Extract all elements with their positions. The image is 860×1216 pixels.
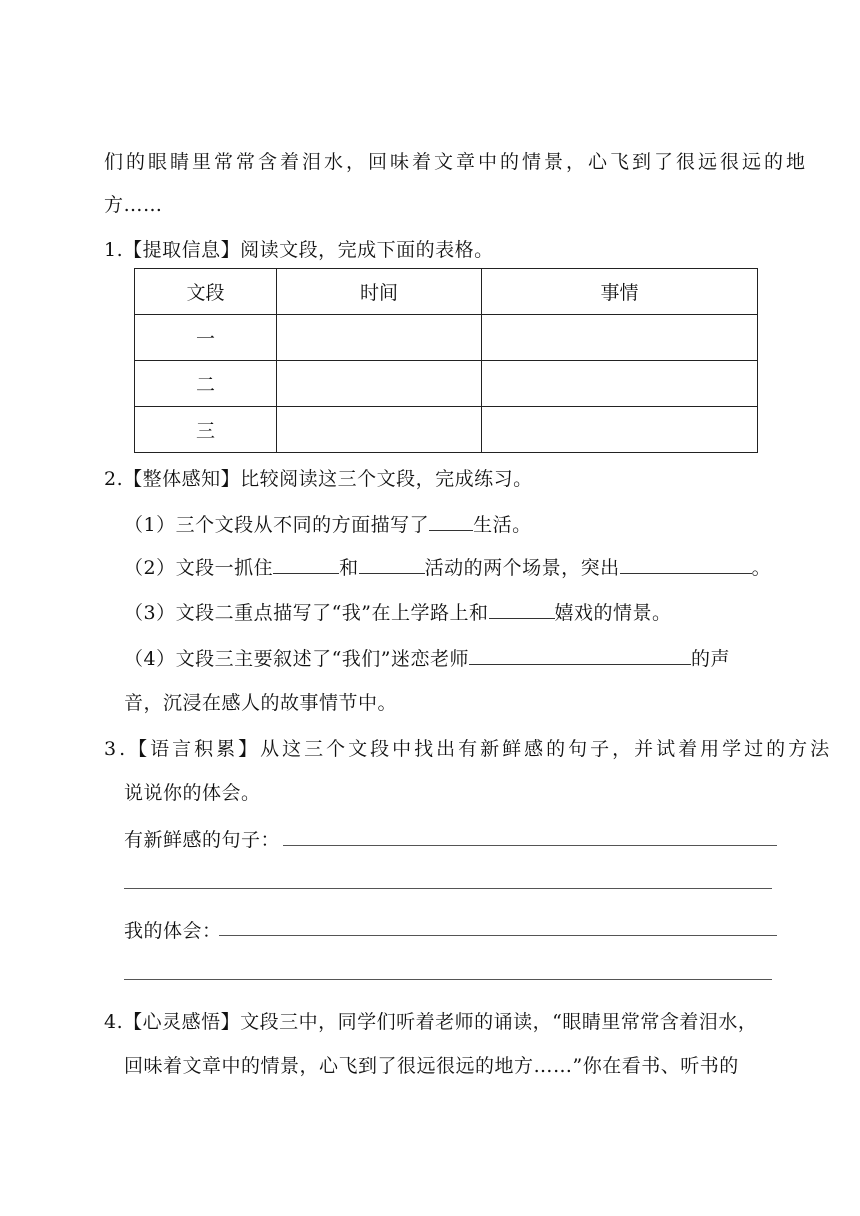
question-2-item-4-cont: 音，沉浸在感人的故事情节中。 bbox=[124, 692, 398, 714]
question-2-item-4 bbox=[124, 644, 730, 671]
table-cell-time-input[interactable] bbox=[277, 361, 482, 407]
table-cell-section: 二 bbox=[135, 361, 277, 407]
table-cell-time-input[interactable] bbox=[277, 315, 482, 361]
item-text: 。 bbox=[751, 557, 772, 579]
question-2-number: 2. bbox=[104, 468, 124, 490]
table-row bbox=[135, 407, 758, 453]
table-cell-event-input[interactable] bbox=[482, 361, 758, 407]
feeling-answer-line[interactable] bbox=[219, 935, 777, 936]
answer-blank[interactable] bbox=[429, 512, 473, 531]
sentence-label: 有新鲜感的句子： bbox=[124, 829, 281, 851]
question-2 bbox=[104, 464, 533, 491]
question-2-item-3 bbox=[124, 598, 672, 625]
question-4-tag: 【心灵感悟】 bbox=[123, 1011, 241, 1033]
question-3-cont: 说说你的体会。 bbox=[124, 782, 261, 804]
table-row bbox=[135, 361, 758, 407]
item-text: 生活。 bbox=[473, 514, 532, 536]
item-text: 活动的两个场景，突出 bbox=[424, 557, 620, 579]
question-4 bbox=[104, 1007, 757, 1034]
table-header-section: 文段 bbox=[135, 269, 277, 315]
question-3-tag: 【语言积累】 bbox=[128, 738, 261, 760]
item-text: 文段三主要叙述了“我们”迷恋老师 bbox=[175, 648, 470, 670]
question-2-item-1 bbox=[124, 510, 532, 537]
table-cell-section: 一 bbox=[135, 315, 277, 361]
item-label: （1） bbox=[124, 514, 176, 536]
table-header-event: 事情 bbox=[482, 269, 758, 315]
item-label: （2） bbox=[124, 557, 176, 579]
item-text: 的声 bbox=[691, 648, 731, 670]
question-3-text: 从这三个文段中找出有新鲜感的句子，并试着用学过的方法 bbox=[260, 738, 833, 760]
question-4-text: 文段三中，同学们听着老师的诵读，“眼睛里常常含着泪水， bbox=[240, 1011, 758, 1033]
question-4-number: 4. bbox=[104, 1011, 124, 1033]
table-cell-event-input[interactable] bbox=[482, 315, 758, 361]
table-cell-time-input[interactable] bbox=[277, 407, 482, 453]
sentence-answer-line[interactable] bbox=[283, 845, 777, 846]
item-text: 文段二重点描写了“我”在上学路上和 bbox=[175, 602, 489, 624]
answer-blank[interactable] bbox=[620, 555, 752, 574]
question-1-text: 阅读文段，完成下面的表格。 bbox=[240, 239, 494, 261]
question-3 bbox=[104, 734, 832, 761]
sentence-answer-line-2[interactable] bbox=[124, 888, 772, 889]
intro-line-2: 方…… bbox=[104, 194, 163, 216]
question-1-number: 1. bbox=[104, 239, 124, 261]
item-text: 嬉戏的情景。 bbox=[554, 602, 672, 624]
table-cell-event-input[interactable] bbox=[482, 407, 758, 453]
intro-line-1: 们的眼睛里常常含着泪水，回味着文章中的情景，心飞到了很远很远的地 bbox=[104, 151, 809, 173]
answer-blank[interactable] bbox=[359, 555, 425, 574]
question-2-text: 比较阅读这三个文段，完成练习。 bbox=[240, 468, 533, 490]
question-4-cont: 回味着文章中的情景，心飞到了很远很远的地方……”你在看书、听书的 bbox=[124, 1055, 739, 1077]
table-header-time: 时间 bbox=[277, 269, 482, 315]
answer-blank[interactable] bbox=[489, 600, 555, 619]
item-label: （4） bbox=[124, 648, 176, 670]
feeling-answer-line-2[interactable] bbox=[124, 979, 772, 980]
table-header-row bbox=[135, 269, 758, 315]
table-row bbox=[135, 315, 758, 361]
item-text: 三个文段从不同的方面描写了 bbox=[175, 514, 430, 536]
info-table bbox=[134, 268, 758, 453]
table-cell-section: 三 bbox=[135, 407, 277, 453]
feeling-label: 我的体会： bbox=[124, 920, 222, 942]
item-text: 文段一抓住 bbox=[175, 557, 274, 579]
question-2-tag: 【整体感知】 bbox=[123, 468, 241, 490]
question-2-item-2 bbox=[124, 553, 771, 580]
question-1 bbox=[104, 235, 494, 262]
item-label: （3） bbox=[124, 602, 176, 624]
answer-blank[interactable] bbox=[273, 555, 339, 574]
question-3-number: 3. bbox=[104, 738, 129, 760]
item-text: 和 bbox=[339, 557, 359, 579]
answer-blank[interactable] bbox=[469, 646, 691, 665]
question-1-tag: 【提取信息】 bbox=[123, 239, 241, 261]
